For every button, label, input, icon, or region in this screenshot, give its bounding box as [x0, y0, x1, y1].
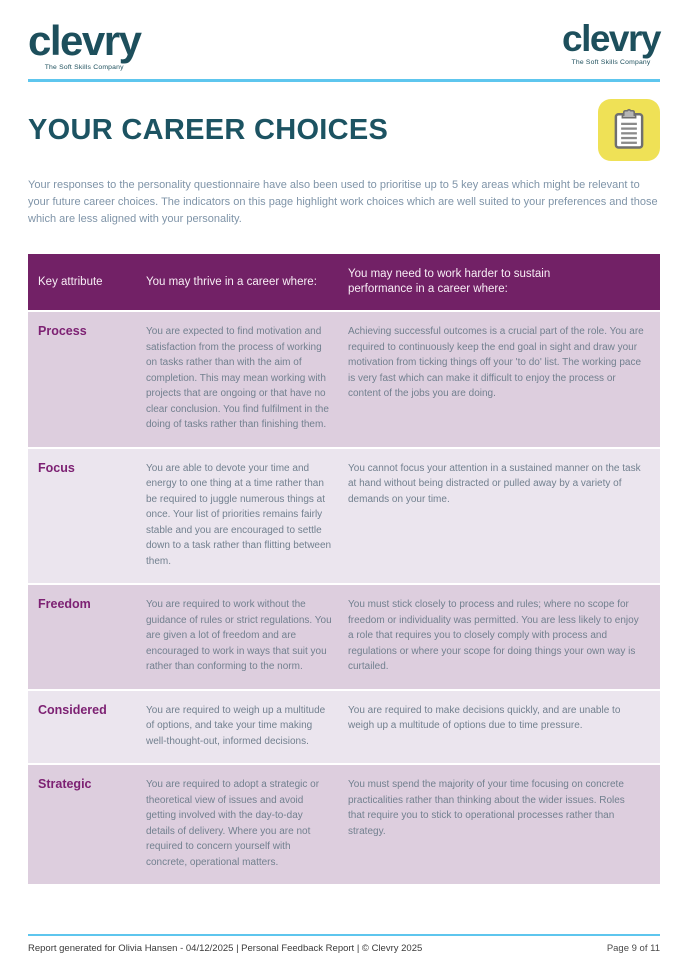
- attribute-label: Focus: [38, 460, 75, 475]
- work-harder-cell: You must stick closely to process and rules; where no scope for freedom or individuality was permitted. You are less likely to enjoy a role that requires you to closely comply with process and regulations or where your scope for doing things your own way is curtailed.: [348, 599, 639, 673]
- work-harder-cell: You cannot focus your attention in a sustained manner on the task at hand without being distracted or pulled away by a variety of demands on your time.: [348, 462, 641, 505]
- col-header-thrive: You may thrive in a career where:: [146, 276, 317, 289]
- page-title: YOUR CAREER CHOICES: [28, 113, 389, 146]
- clevry-logo-tagline: The Soft Skills Company: [44, 64, 124, 71]
- clevry-logo-wordmark: clevry: [28, 17, 141, 64]
- table-row-strategic: [28, 765, 660, 884]
- table-row-focus: [28, 449, 660, 584]
- thrive-cell: You are required to weigh up a multitude of options, and take your time making well-thought-out, informed decisions.: [146, 704, 326, 747]
- attribute-label: Strategic: [38, 777, 92, 792]
- thrive-cell: You are required to adopt a strategic or theoretical view of issues and avoid getting involved with the day-to-day details of delivery. Where you are not required to concern yourself with concrete, operational matters.: [146, 779, 320, 868]
- attribute-label: Freedom: [38, 597, 91, 612]
- table-row-freedom: [28, 585, 660, 689]
- attribute-label: Considered: [38, 702, 107, 717]
- thrive-cell: You are able to devote your time and energy to one thing at a time rather than be required to juggle numerous things at once. Your list of priorities remains fairly stable and you are encouraged to settle down to a task rather than flitting between them.: [146, 462, 332, 567]
- footer-page-number: Page 9 of 11: [606, 943, 660, 954]
- header-divider: [28, 79, 660, 82]
- col-header-key-attribute: Key attribute: [38, 276, 103, 289]
- clevry-logo-tagline: The Soft Skills Company: [571, 59, 651, 66]
- clevry-logo-wordmark: clevry: [562, 18, 660, 59]
- thrive-cell: You are expected to find motivation and satisfaction from the process of working on tasks rather than with the aim of completion. This may mean working with projects that are ongoing or that have no clear conclusion. You find fulfilment in the doing of tasks rather than finishing them.: [146, 326, 329, 431]
- clipboard-icon: [598, 99, 660, 161]
- footer-divider: [28, 934, 660, 936]
- table-row-considered: [28, 691, 660, 764]
- table-header-row: [28, 254, 660, 310]
- footer-report-info: Report generated for Olivia Hansen - 04/12/2025 | Personal Feedback Report | © Clevry 2025: [28, 943, 423, 954]
- clipboard-icon-glyph: [608, 107, 650, 153]
- career-choices-table: [28, 254, 660, 884]
- page-footer: [28, 934, 660, 954]
- work-harder-cell: Achieving successful outcomes is a crucial part of the role. You are required to continuously keep the end goal in sight and draw your motivation from ticking things off your 'to do' list. The working pace is very fast which can make it difficult to enjoy the process or content of the jobs you are doing.: [348, 326, 644, 400]
- clevry-logo: [28, 17, 141, 72]
- page-header: [28, 17, 660, 78]
- intro-paragraph: Your responses to the personality questionnaire have also been used to prioritise up to 5 key areas which might be relevant to your future career choices. The indicators on this page highlight work choices which are well suited to your preferences and those which are less aligned with your personality.: [28, 179, 658, 226]
- table-row-process: [28, 312, 660, 447]
- col-header-work-harder: You may need to work harder to sustain performance in a career where:: [348, 267, 551, 296]
- clevry-logo-right: [562, 20, 660, 67]
- work-harder-cell: You are required to make decisions quickly, and are unable to weigh up a multitude of options due to time pressure.: [348, 704, 621, 732]
- work-harder-cell: You must spend the majority of your time focusing on concrete practicalities rather than thinking about the wider issues. Roles that require you to stick to operational processes rather than strategy.: [348, 779, 625, 837]
- thrive-cell: You are required to work without the guidance of rules or strict regulations. You are given a lot of freedom and are encouraged to work in ways that suit you rather than conforming to the norm.: [146, 599, 332, 673]
- attribute-label: Process: [38, 324, 87, 339]
- title-row: [28, 99, 660, 161]
